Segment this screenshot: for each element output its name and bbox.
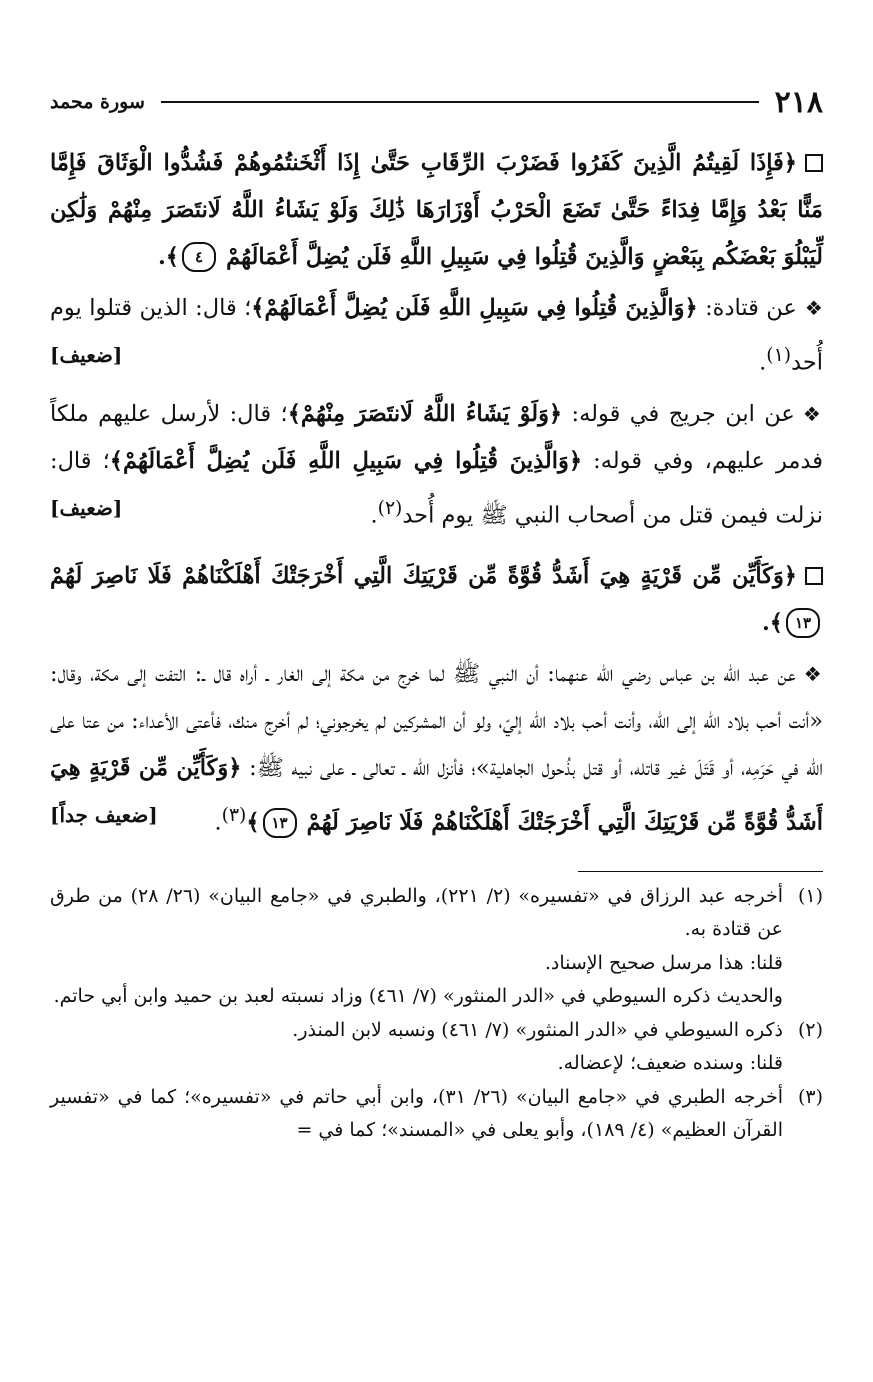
narration-text: ؛ قال: الذين قتلوا يوم أُحد — [50, 295, 823, 376]
footnote-line: ذكره السيوطي في «الدر المنثور» (٧/ ٤٦١) ونسبه لابن المنذر. — [292, 1018, 783, 1041]
verse-end: ﴾. — [761, 610, 783, 636]
footnote-number: (٣) — [797, 1085, 823, 1108]
quran-quote: ﴿وَالَّذِينَ قُتِلُوا فِي سَبِيلِ اللَّهِ فَلَن يُضِلَّ أَعْمَالَهُمْ﴾ — [109, 447, 583, 474]
square-bullet-icon — [805, 567, 823, 585]
narration-ibn-abbas — [50, 651, 823, 847]
narration-text: ؛ قال: لأرسل عليهم ملكاً فدمر عليهم، وفي قوله: — [50, 400, 823, 474]
star-bullet-icon: ❖ — [802, 401, 823, 426]
narration-end: . — [370, 502, 378, 528]
quran-quote: ﴿وَالَّذِينَ قُتِلُوا فِي سَبِيلِ اللَّهِ فَلَن يُضِلَّ أَعْمَالَهُمْ﴾ — [251, 295, 698, 321]
surah-name: سورة محمد — [50, 91, 145, 113]
star-bullet-icon: ❖ — [804, 296, 823, 320]
footnote-ref: (١) — [766, 345, 792, 366]
verse-block-13 — [50, 553, 823, 647]
narration-end: . — [214, 809, 222, 836]
header-rule — [161, 101, 759, 103]
quran-verse: ﴿وَكَأَيِّن مِّن قَرْيَةٍ هِيَ أَشَدُّ قُوَّةً مِّن قَرْيَتِكَ الَّتِي أَخْرَجَتْكَ أَهْلَكْنَاهُمْ فَلَا نَاصِرَ لَهُمْ — [50, 563, 797, 589]
quote-end: ﴾ — [246, 809, 260, 836]
square-bullet-icon — [805, 154, 823, 172]
grade-label: [ضعيف جداً] — [50, 803, 158, 827]
footnote-line: والحديث ذكره السيوطي في «الدر المنثور» (٧/ ٤٦١) وزاد نسبته لعبد بن حميد وابن أبي حاتم. — [53, 985, 783, 1007]
grade-label: [ضعيف] — [50, 343, 123, 367]
footnote-ref: (٣) — [221, 805, 247, 826]
main-text — [50, 140, 823, 847]
footnote-ref: (٢) — [377, 497, 403, 519]
narration-end: . — [759, 349, 767, 376]
grade-label: [ضعيف] — [50, 495, 123, 520]
quran-quote: ﴿وَكَأَيِّن مِّن قَرْيَةٍ هِيَ أَشَدُّ قُوَّةً مِّن قَرْيَتِكَ الَّتِي أَخْرَجَتْكَ أَهْلَكْنَاهُمْ فَلَا نَاصِرَ لَهُمْ — [50, 755, 823, 836]
narration-text: عن عبد الله بن عباس رضي الله عنهما: أن النبي ﷺ لما خرج من مكة إلى الغار ـ أراه قال ـ: التفت إلى مكة، وقال: «أنت أحب بلاد الله إلى الله، وأنت أحب بلاد الله إليّ، ولو أن المشركين لم يخرجوني؛ لم أخرج منك، فأعتى الأعداء: من عتا على الله في حَرَمِه، أو قَتَلَ غير قاتله، أو قتل بذُحول الجاهلية»؛ فأنزل الله ـ تعالى ـ على نبيه ﷺ: — [50, 661, 823, 781]
verse-block-4 — [50, 140, 823, 281]
footnote-separator — [578, 871, 823, 872]
quran-quote: ﴿وَلَوْ يَشَاءُ اللَّهُ لَانتَصَرَ مِنْهُمْ﴾ — [287, 400, 563, 427]
footnote-2 — [50, 1014, 823, 1081]
star-bullet-icon: ❖ — [803, 662, 823, 686]
footnote-line: أخرجه الطبري في «جامع البيان» (٢٦/ ٣١)، وابن أبي حاتم في «تفسيره»؛ كما في «تفسير القرآن العظيم» (٤/ ١٨٩)، وأبو يعلى في «المسند»؛ كما في = — [50, 1085, 784, 1141]
verse-number-marker: ١٣ — [786, 608, 820, 638]
verse-end: ﴾. — [157, 244, 179, 270]
narration-qatada — [50, 285, 823, 387]
footnotes — [50, 880, 823, 1148]
page-number: ٢١٨ — [774, 84, 823, 120]
footnote-line: قلنا: هذا مرسل صحيح الإسناد. — [544, 951, 783, 974]
footnote-3 — [50, 1081, 823, 1148]
footnote-line: أخرجه عبد الرزاق في «تفسيره» (٢/ ٢٢١)، والطبري في «جامع البيان» (٢٦/ ٢٨) من طرق عن قتادة به. — [50, 884, 783, 940]
footnote-number: (٢) — [797, 1018, 823, 1041]
narration-text: ؛ قال: نزلت فيمن قتل من أصحاب النبي ﷺ يوم أُحد — [50, 447, 823, 528]
quran-verse: ﴿فَإِذَا لَقِيتُمُ الَّذِينَ كَفَرُوا فَضَرْبَ الرِّقَابِ حَتَّىٰ إِذَا أَثْخَنتُمُوهُمْ فَشُدُّوا الْوَثَاقَ فَإِمَّا مَنًّا بَعْدُ وَإِمَّا فِدَاءً حَتَّىٰ تَضَعَ الْحَرْبُ أَوْزَارَهَا ذَٰلِكَ وَلَوْ يَشَاءُ اللَّهُ لَانتَصَرَ مِنْهُمْ وَلَٰكِن لِّيَبْلُوَ بَعْضَكُم بِبَعْضٍ وَالَّذِينَ قُتِلُوا فِي سَبِيلِ اللَّهِ فَلَن يُضِلَّ أَعْمَالَهُمْ — [50, 150, 823, 270]
verse-number-marker: ١٣ — [263, 808, 297, 838]
footnote-line: قلنا: وسنده ضعيف؛ لإعضاله. — [557, 1052, 783, 1074]
footnote-number: (١) — [797, 884, 823, 907]
page-header — [50, 82, 823, 122]
narration-text: عن ابن جريج في قوله: — [562, 400, 795, 427]
footnote-1 — [50, 880, 823, 1014]
narration-text: عن قتادة: — [697, 295, 797, 321]
narration-ibn-jurayj — [50, 391, 823, 540]
verse-number-marker: ٤ — [182, 242, 216, 272]
